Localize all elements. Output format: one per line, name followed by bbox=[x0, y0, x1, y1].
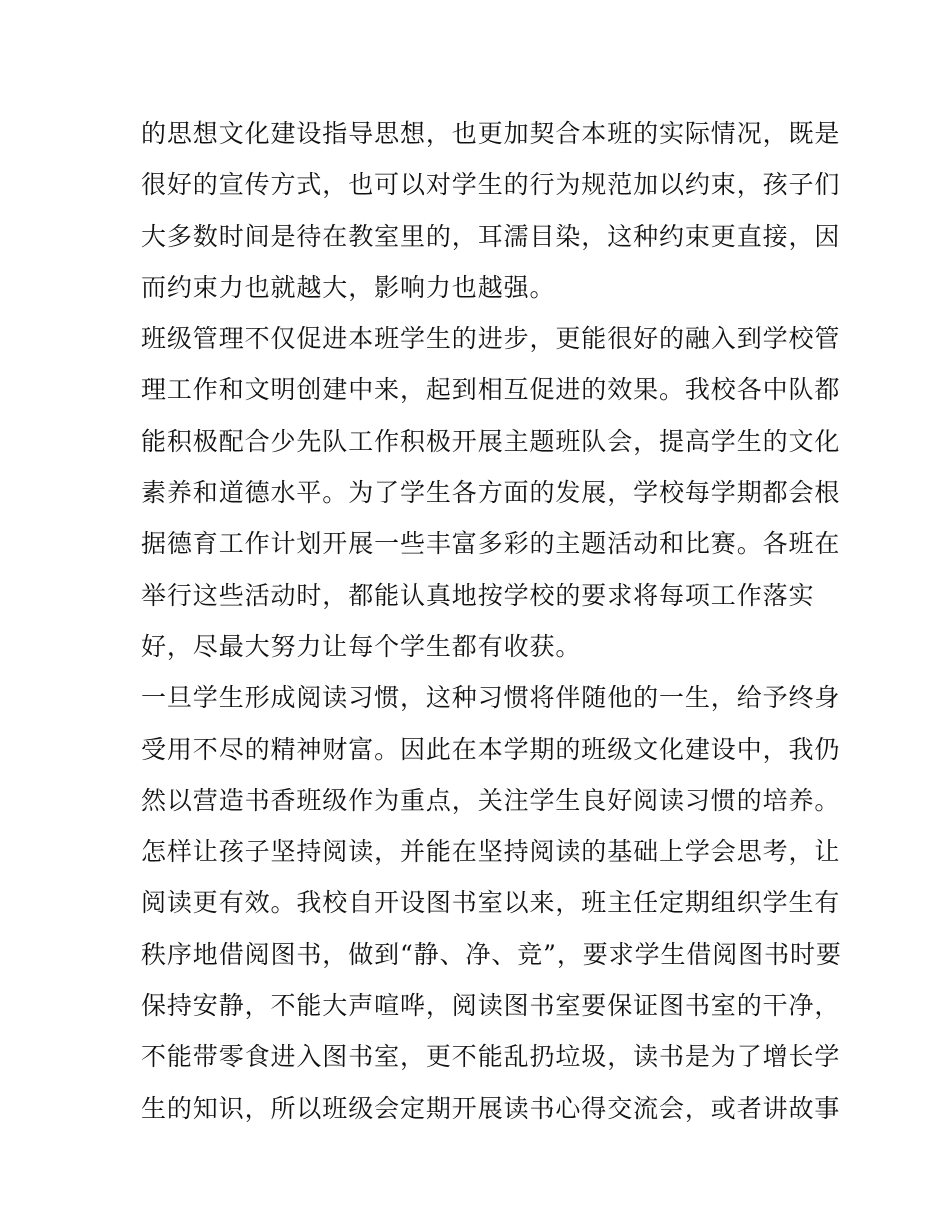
text-line: 理工作和文明创建中来，起到相互促进的效果。我校各中队都 bbox=[141, 375, 841, 405]
text-line: 不能带零食进入图书室，更不能乱扔垃圾，读书是为了增长学 bbox=[141, 1042, 841, 1072]
body-text bbox=[141, 108, 842, 1134]
text-line: 能积极配合少先队工作积极开展主题班队会，提高学生的文化 bbox=[141, 426, 841, 456]
text-line: 据德育工作计划开展一些丰富多彩的主题活动和比赛。各班在 bbox=[141, 529, 841, 559]
text-line: 大多数时间是待在教室里的，耳濡目染，这种约束更直接，因 bbox=[141, 221, 841, 251]
text-line: 生的知识，所以班级会定期开展读书心得交流会，或者讲故事 bbox=[141, 1093, 841, 1123]
text-line: 很好的宣传方式，也可以对学生的行为规范加以约束，孩子们 bbox=[141, 170, 841, 200]
text-line: 阅读更有效。我校自开设图书室以来，班主任定期组织学生有 bbox=[141, 888, 841, 918]
text-line: 的思想文化建设指导思想，也更加契合本班的实际情况，既是 bbox=[141, 119, 841, 148]
text-line: 保持安静，不能大声喧哗，阅读图书室要保证图书室的干净， bbox=[141, 991, 841, 1021]
text-line: 一旦学生形成阅读习惯，这种习惯将伴随他的一生，给予终身 bbox=[141, 683, 841, 713]
text-line: 好，尽最大努力让每个学生都有收获。 bbox=[141, 631, 582, 661]
text-line: 素养和道德水平。为了学生各方面的发展，学校每学期都会根 bbox=[141, 478, 841, 508]
text-line: 而约束力也就越大，影响力也越强。 bbox=[141, 272, 556, 302]
text-line: 然以营造书香班级作为重点，关注学生良好阅读习惯的培养。 bbox=[141, 785, 841, 815]
text-line: 怎样让孩子坚持阅读，并能在坚持阅读的基础上学会思考，让 bbox=[141, 837, 841, 867]
text-line: 举行这些活动时，都能认真地按学校的要求将每项工作落实 bbox=[141, 580, 815, 610]
text-line: 受用不尽的精神财富。因此在本学期的班级文化建设中，我仍 bbox=[141, 734, 841, 764]
text-line: 秩序地借阅图书，做到“静、净、竞”，要求学生借阅图书时要 bbox=[141, 939, 842, 969]
text-line: 班级管理不仅促进本班学生的进步，更能很好的融入到学校管 bbox=[141, 324, 841, 354]
